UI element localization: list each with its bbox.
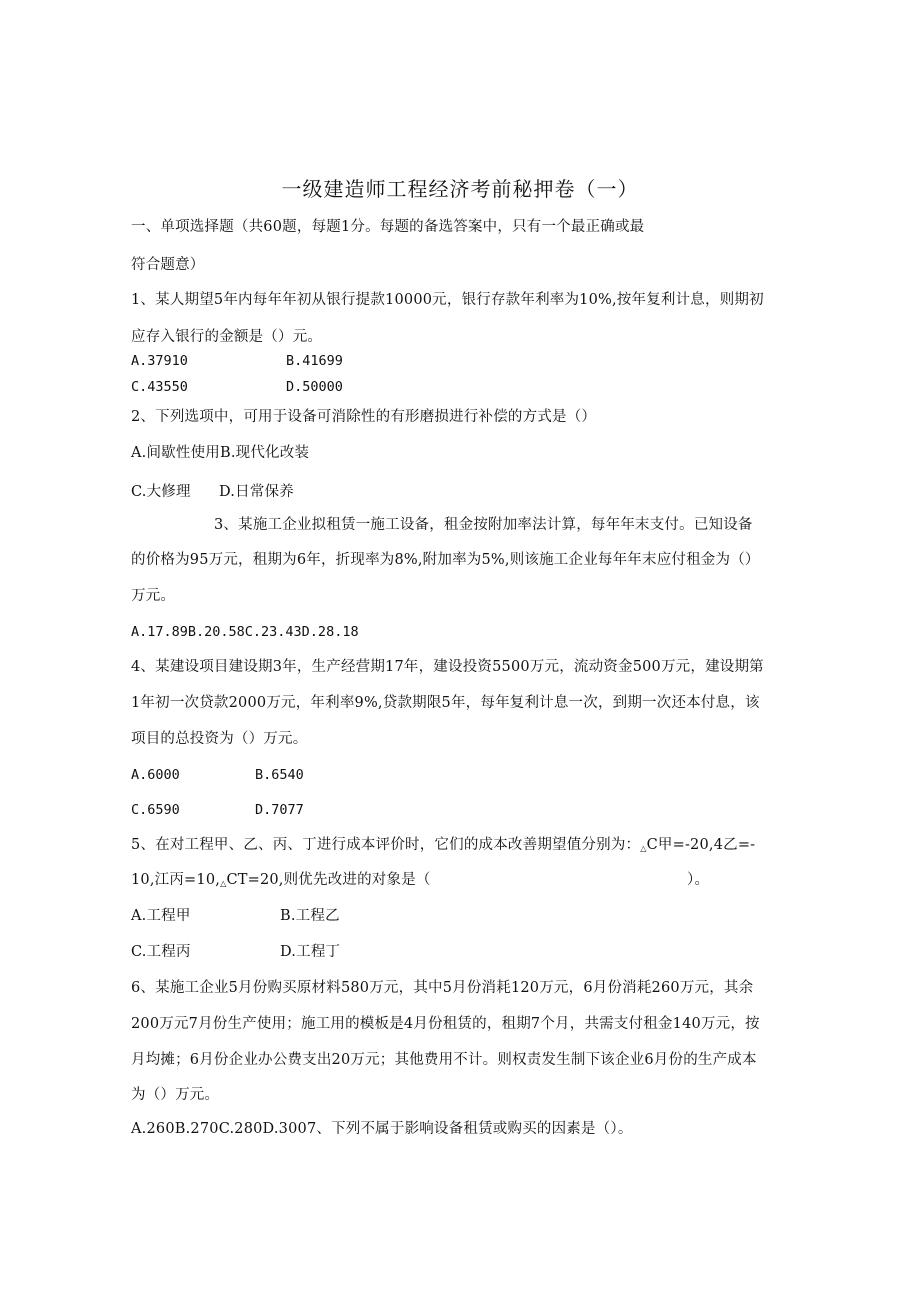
q5-stem-line2 <box>131 870 431 894</box>
q2-stem-line1: 2、下列选项中，可用于设备可消除性的有形磨损进行补偿的方式是（） <box>131 409 597 425</box>
q3-stem-line3: 万元。 <box>131 588 176 604</box>
q5-option-b: B.工程乙 <box>280 908 340 924</box>
q6-stem-line4: 为（）万元。 <box>131 1087 220 1103</box>
q1-option-b: B.41699 <box>286 353 343 369</box>
exam-title: 一级建造师工程经济考前秘押卷（一） <box>281 177 639 201</box>
q5-stem-line2-text: 10,江丙=10, <box>131 872 221 888</box>
q4-stem-line3: 项目的总投资为（）万元。 <box>131 731 308 747</box>
q6-stem-line1: 6、某施工企业5月份购买原材料580万元，其中5月份消耗120万元，6月份消耗260万元，其余 <box>131 980 754 996</box>
q1-stem-line1: 1、某人期望5年内每年年初从银行提款10000元，银行存款年利率为10%,按年复利计息，则期初 <box>131 292 764 308</box>
q5-stem-line1-text: 5、在对工程甲、乙、丙、丁进行成本评价时，它们的成本改善期望值分别为： <box>131 837 641 853</box>
q4-option-c: C.6590 <box>131 802 180 818</box>
section-heading-line2: 符合题意） <box>131 257 205 273</box>
q4-stem-line2: 1年初一次贷款2000万元，年利率9%,贷款期限5年，每年复利计息一次，到期一次还本付息，该 <box>131 695 760 711</box>
q5-stem-line1 <box>131 835 755 859</box>
delta-symbol: △ <box>220 879 227 888</box>
q3-stem-line1: 3、某施工企业拟租赁一施工设备，租金按附加率法计算，每年年末支付。已知设备 <box>214 517 753 533</box>
q2-option-c: C.大修理 <box>131 484 191 500</box>
q1-stem-line2: 应存入银行的金额是（）元。 <box>131 329 323 345</box>
q1-option-d: D.50000 <box>286 379 343 395</box>
q4-option-a: A.6000 <box>131 767 180 783</box>
q6-stem-line3: 月均摊；6月份企业办公费支出20万元；其他费用不计。则权责发生制下该企业6月份的生产成本 <box>131 1052 757 1068</box>
q1-option-c: C.43550 <box>131 379 188 395</box>
q6-stem-line2: 200万元7月份生产使用；施工用的模板是4月份租赁的，租期7个月，共需支付租金140万元，按 <box>131 1016 760 1032</box>
q2-option-d: D.日常保养 <box>219 484 294 500</box>
q6-options-and-q7: A.260B.270C.280D.3007、下列不属于影响设备租赁或购买的因素是（）。 <box>131 1121 633 1137</box>
q2-options-ab: A.间歇性使用B.现代化改装 <box>131 445 310 461</box>
q3-options: A.17.89B.20.58C.23.43D.28.18 <box>131 624 359 640</box>
delta-symbol: △ <box>640 844 647 853</box>
section-heading-line1: 一、单项选择题（共60题，每题1分。每题的备选答案中，只有一个最正确或最 <box>131 219 645 235</box>
q4-option-b: B.6540 <box>255 767 304 783</box>
q5-option-c: C.工程丙 <box>131 944 191 960</box>
q5-stem-line1-values: C甲=-20,4乙=- <box>646 837 756 853</box>
q5-option-d: D.工程丁 <box>280 944 341 960</box>
q4-stem-line1: 4、某建设项目建设期3年，生产经营期17年，建设投资5500万元，流动资金500万元，建设期第 <box>131 659 764 675</box>
q5-stem-line2-end: ）。 <box>687 872 710 888</box>
q3-stem-line2: 的价格为95万元，租期为6年，折现率为8%,附加率为5%,则该施工企业每年年末应付租金为（） <box>131 552 760 568</box>
q4-option-d: D.7077 <box>255 802 304 818</box>
q5-stem-line2-values: CT=20,则优先改进的对象是（ <box>226 872 431 888</box>
q1-option-a: A.37910 <box>131 353 188 369</box>
q5-option-a: A.工程甲 <box>131 908 191 924</box>
